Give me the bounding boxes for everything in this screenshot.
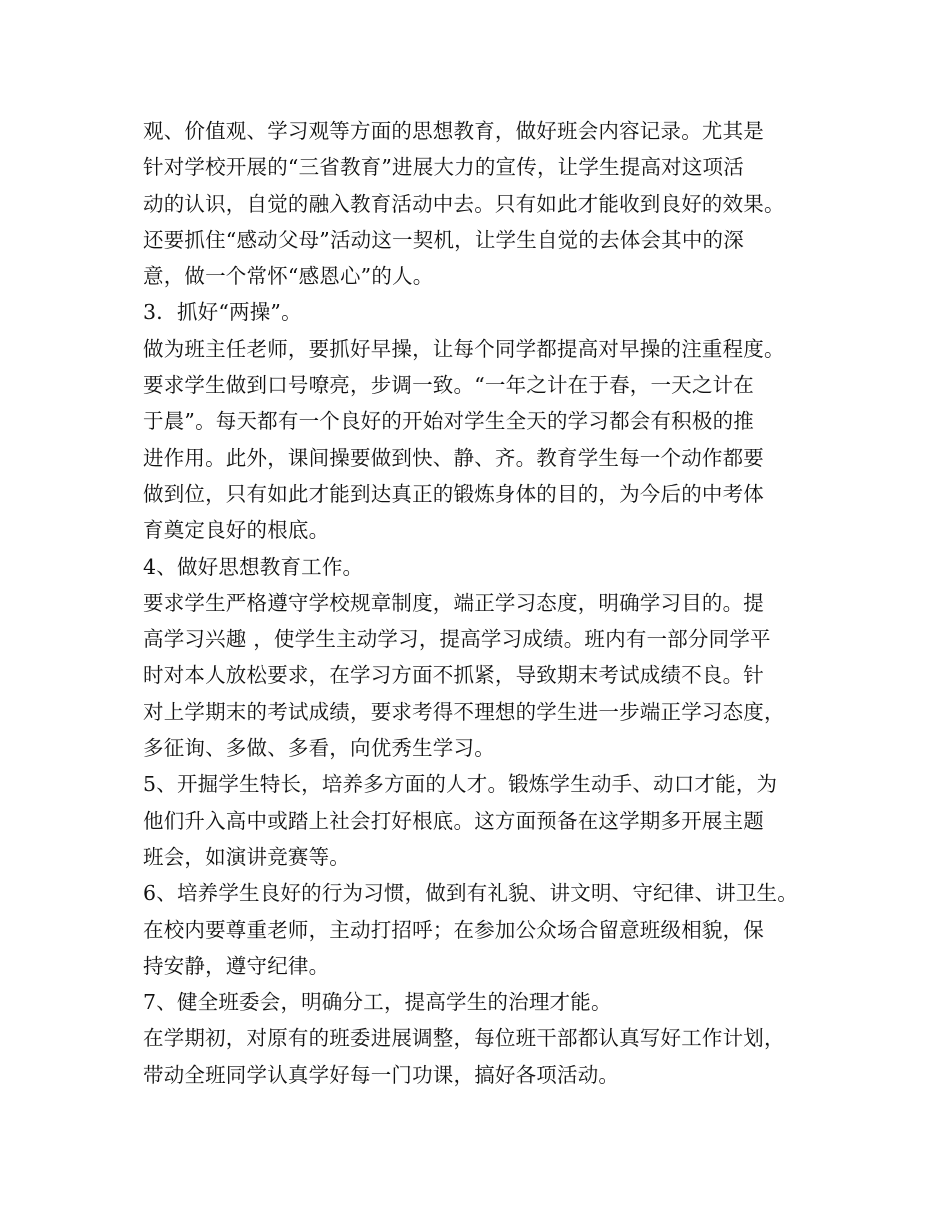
text-line: 在校内要尊重老师，主动打招呼；在参加公众场合留意班级相貌，保 (143, 917, 764, 942)
section-heading: 5、开掘学生特长，培养多方面的人才。锻炼学生动手、动口才能，为 (143, 772, 778, 797)
text-line: 针对学校开展的“三省教育”进展大力的宣传，让学生提高对这项活 (143, 155, 744, 180)
text-line: 要求学生严格遵守学校规章制度，端正学习态度，明确学习目的。提 (143, 590, 764, 615)
text-line: 于晨”。每天都有一个良好的开始对学生全天的学习都会有积极的推 (143, 409, 754, 434)
text-line: 带动全班同学认真学好每一门功课，搞好各项活动。 (143, 1062, 620, 1087)
section-heading: 6、培养学生良好的行为习惯，做到有礼貌、讲文明、守纪律、讲卫生。 (143, 881, 798, 906)
text-line: 时对本人放松要求，在学习方面不抓紧，导致期末考试成绩不良。针 (143, 663, 764, 688)
section-heading: 7、健全班委会，明确分工，提高学生的治理才能。 (143, 990, 612, 1015)
text-line: 多征询、多做、多看，向优秀生学习。 (143, 736, 495, 761)
text-line: 要求学生做到口号嘹亮，步调一致。“一年之计在于春，一天之计在 (143, 373, 754, 398)
text-line: 进作用。此外，课间操要做到快、静、齐。教育学生每一个动作都要 (143, 445, 764, 470)
text-line: 对上学期末的考试成绩，要求考得不理想的学生进一步端正学习态度， (143, 699, 785, 724)
text-line: 他们升入高中或踏上社会打好根底。这方面预备在这学期多开展主题 (143, 808, 764, 833)
text-line: 做为班主任老师，要抓好早操，让每个同学都提高对早操的注重程度。 (143, 336, 785, 361)
text-line: 在学期初，对原有的班委进展调整，每位班干部都认真写好工作计划， (143, 1026, 785, 1051)
text-line: 动的认识，自觉的融入教育活动中去。只有如此才能收到良好的效果。 (143, 191, 785, 216)
text-line: 意，做一个常怀“感恩心”的人。 (143, 264, 434, 289)
text-line: 高学习兴趣 ，使学生主动学习，提高学习成绩。班内有一部分同学平 (143, 627, 771, 652)
text-line: 育奠定良好的根底。 (143, 518, 330, 543)
section-heading: 4、做好思想教育工作。 (143, 554, 364, 579)
text-line: 还要抓住“感动父母”活动这一契机，让学生自觉的去体会其中的深 (143, 227, 744, 252)
section-heading: 3．抓好“两操”。 (143, 300, 302, 325)
text-line: 班会，如演讲竞赛等。 (143, 844, 350, 869)
document-body (143, 113, 823, 1093)
text-line: 观、价值观、学习观等方面的思想教育，做好班会内容记录。尤其是 (143, 119, 764, 143)
text-line: 做到位，只有如此才能到达真正的锻炼身体的目的，为今后的中考体 (143, 481, 764, 506)
text-line: 持安静，遵守纪律。 (143, 953, 330, 978)
